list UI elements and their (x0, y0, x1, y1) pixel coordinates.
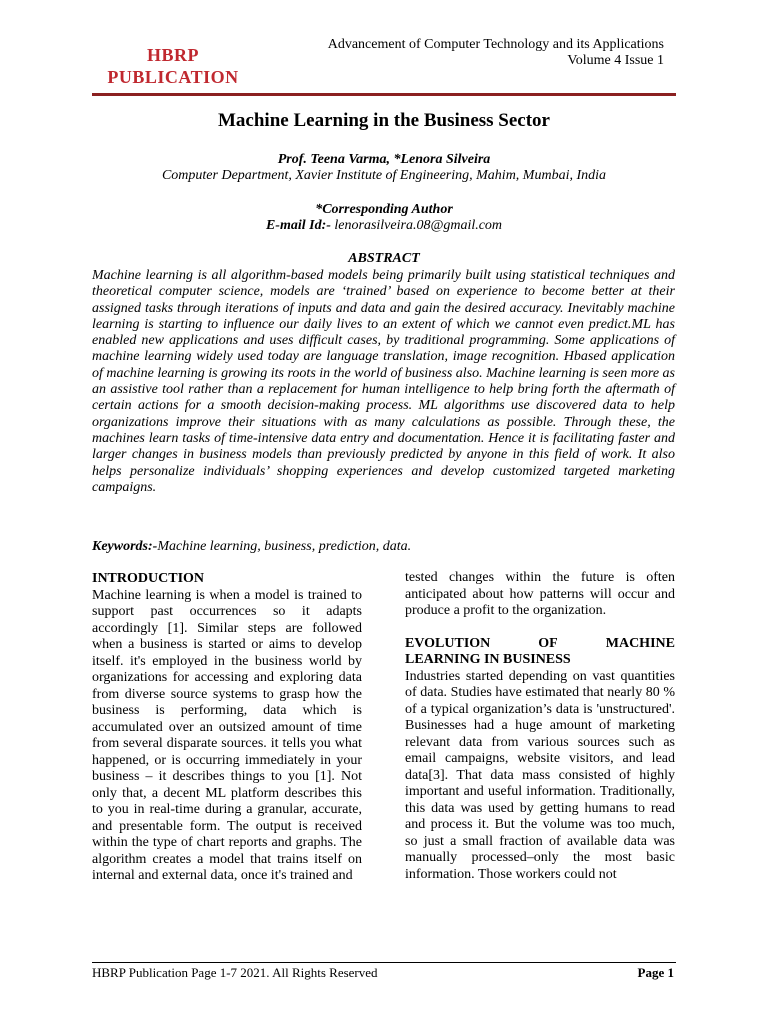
publisher-logo-line1: HBRP (146, 45, 199, 65)
footer-copyright: HBRP Publication Page 1-7 2021. All Rights Reserved (92, 965, 378, 980)
paper-authors: Prof. Teena Varma, *Lenora Silveira (277, 152, 491, 167)
evolution-heading-line2: LEARNING IN BUSINESS (405, 652, 571, 667)
keywords-line (92, 539, 675, 555)
email-label: E-mail Id:- (265, 218, 331, 233)
journal-header (328, 37, 664, 69)
publisher-logo (88, 44, 258, 88)
footer-rule (92, 962, 676, 963)
introduction-text: Machine learning is when a model is trained to support past occurrences so it adapts accordingly [1]. Similar steps are followed when a business is started or aims to develop itself. it's employed in the business world by organizations for accessing and exploring data from diverse source systems to grasp how the business is performing, data which is accumulated over an outsized amount of time from several disparate sources. it tells you what happened, or is occurring immediately in your business – it describes things to you [1]. Not only that, a decent ML platform describes this to you in real-time during a granular, accurate, and presentable form. The output is received within the type of chart reports and graphs. The algorithm creates a model that trains itself on internal and external data, once it's trained and (92, 587, 362, 883)
evolution-heading-word2: OF (538, 635, 558, 651)
journal-volume: Volume 4 Issue 1 (567, 53, 664, 68)
keywords-label: Keywords:- (92, 539, 158, 554)
footer-page-number: Page 1 (637, 965, 674, 980)
abstract-text: Machine learning is all algorithm-based models being primarily built using statistical techniques and theoretical computer science, models are ‘trained’ based on experience to become better at their assigned tasks through iterations of inputs and data and gain the desired accuracy. Inevitably machine learning is starting to influence our daily lives to an extent of which we cannot even predict.ML has enabled new applications and uses difficult cases, by traditional programming. Some applications of machine learning widely used today are language translation, image recognition. Hbased application of machine learning is growing its roots in the world of business also. Machine learning is seen more as an assistive tool rather than a replacement for human intelligence to help bring forth the aftermath of certain actions for a smooth decision-making process. ML algorithms use discovered data to help organizations improve their situations with as many calculations as possible. Through these, the machines learn tasks of time-intensive data entry and documentation. Hence it is facilitating faster and larger changes in business models than previously predicted by anyone in this field of work. It also helps personalize individuals’ shopping experiences and develop customized targeted marketing campaigns. (92, 268, 675, 495)
publisher-logo-line2: PUBLICATION (107, 67, 239, 87)
paper-affiliation: Computer Department, Xavier Institute of Engineering, Mahim, Mumbai, India (161, 168, 607, 183)
continued-text: tested changes within the future is often anticipated about how patterns will occur and produce a profit to the organization. (405, 570, 675, 618)
evolution-heading-word3: MACHINE (605, 635, 675, 651)
email-line (0, 218, 768, 234)
abstract-heading: ABSTRACT (348, 251, 420, 266)
introduction-heading: INTRODUCTION (92, 571, 205, 586)
email-address[interactable]: lenorasilveira.08@gmail.com (330, 218, 503, 233)
left-column (92, 571, 362, 885)
journal-name: Advancement of Computer Technology and its Applications (327, 37, 664, 52)
paper-title: Machine Learning in the Business Sector (218, 110, 550, 131)
evolution-heading-word1: EVOLUTION (405, 635, 491, 651)
right-column (405, 570, 675, 883)
corresponding-author-label: *Corresponding Author (315, 202, 453, 217)
evolution-text: Industries started depending on vast quantities of data. Studies have estimated that nearly 80 % of a typical organization’s data is 'unstructured'. Businesses had a huge amount of marketing relevant data from various sources such as email campaigns, website visitors, and lead data[3]. That data mass consisted of highly important and useful information. Traditionally, this data was used by getting humans to read and process it. But the volume was too much, so just a small fraction of available data was manually processed–only the most basic information. Those workers could not (405, 668, 675, 882)
header-rule (92, 93, 676, 96)
keywords-text: Machine learning, business, prediction, data. (157, 539, 412, 554)
evolution-heading (405, 636, 675, 653)
